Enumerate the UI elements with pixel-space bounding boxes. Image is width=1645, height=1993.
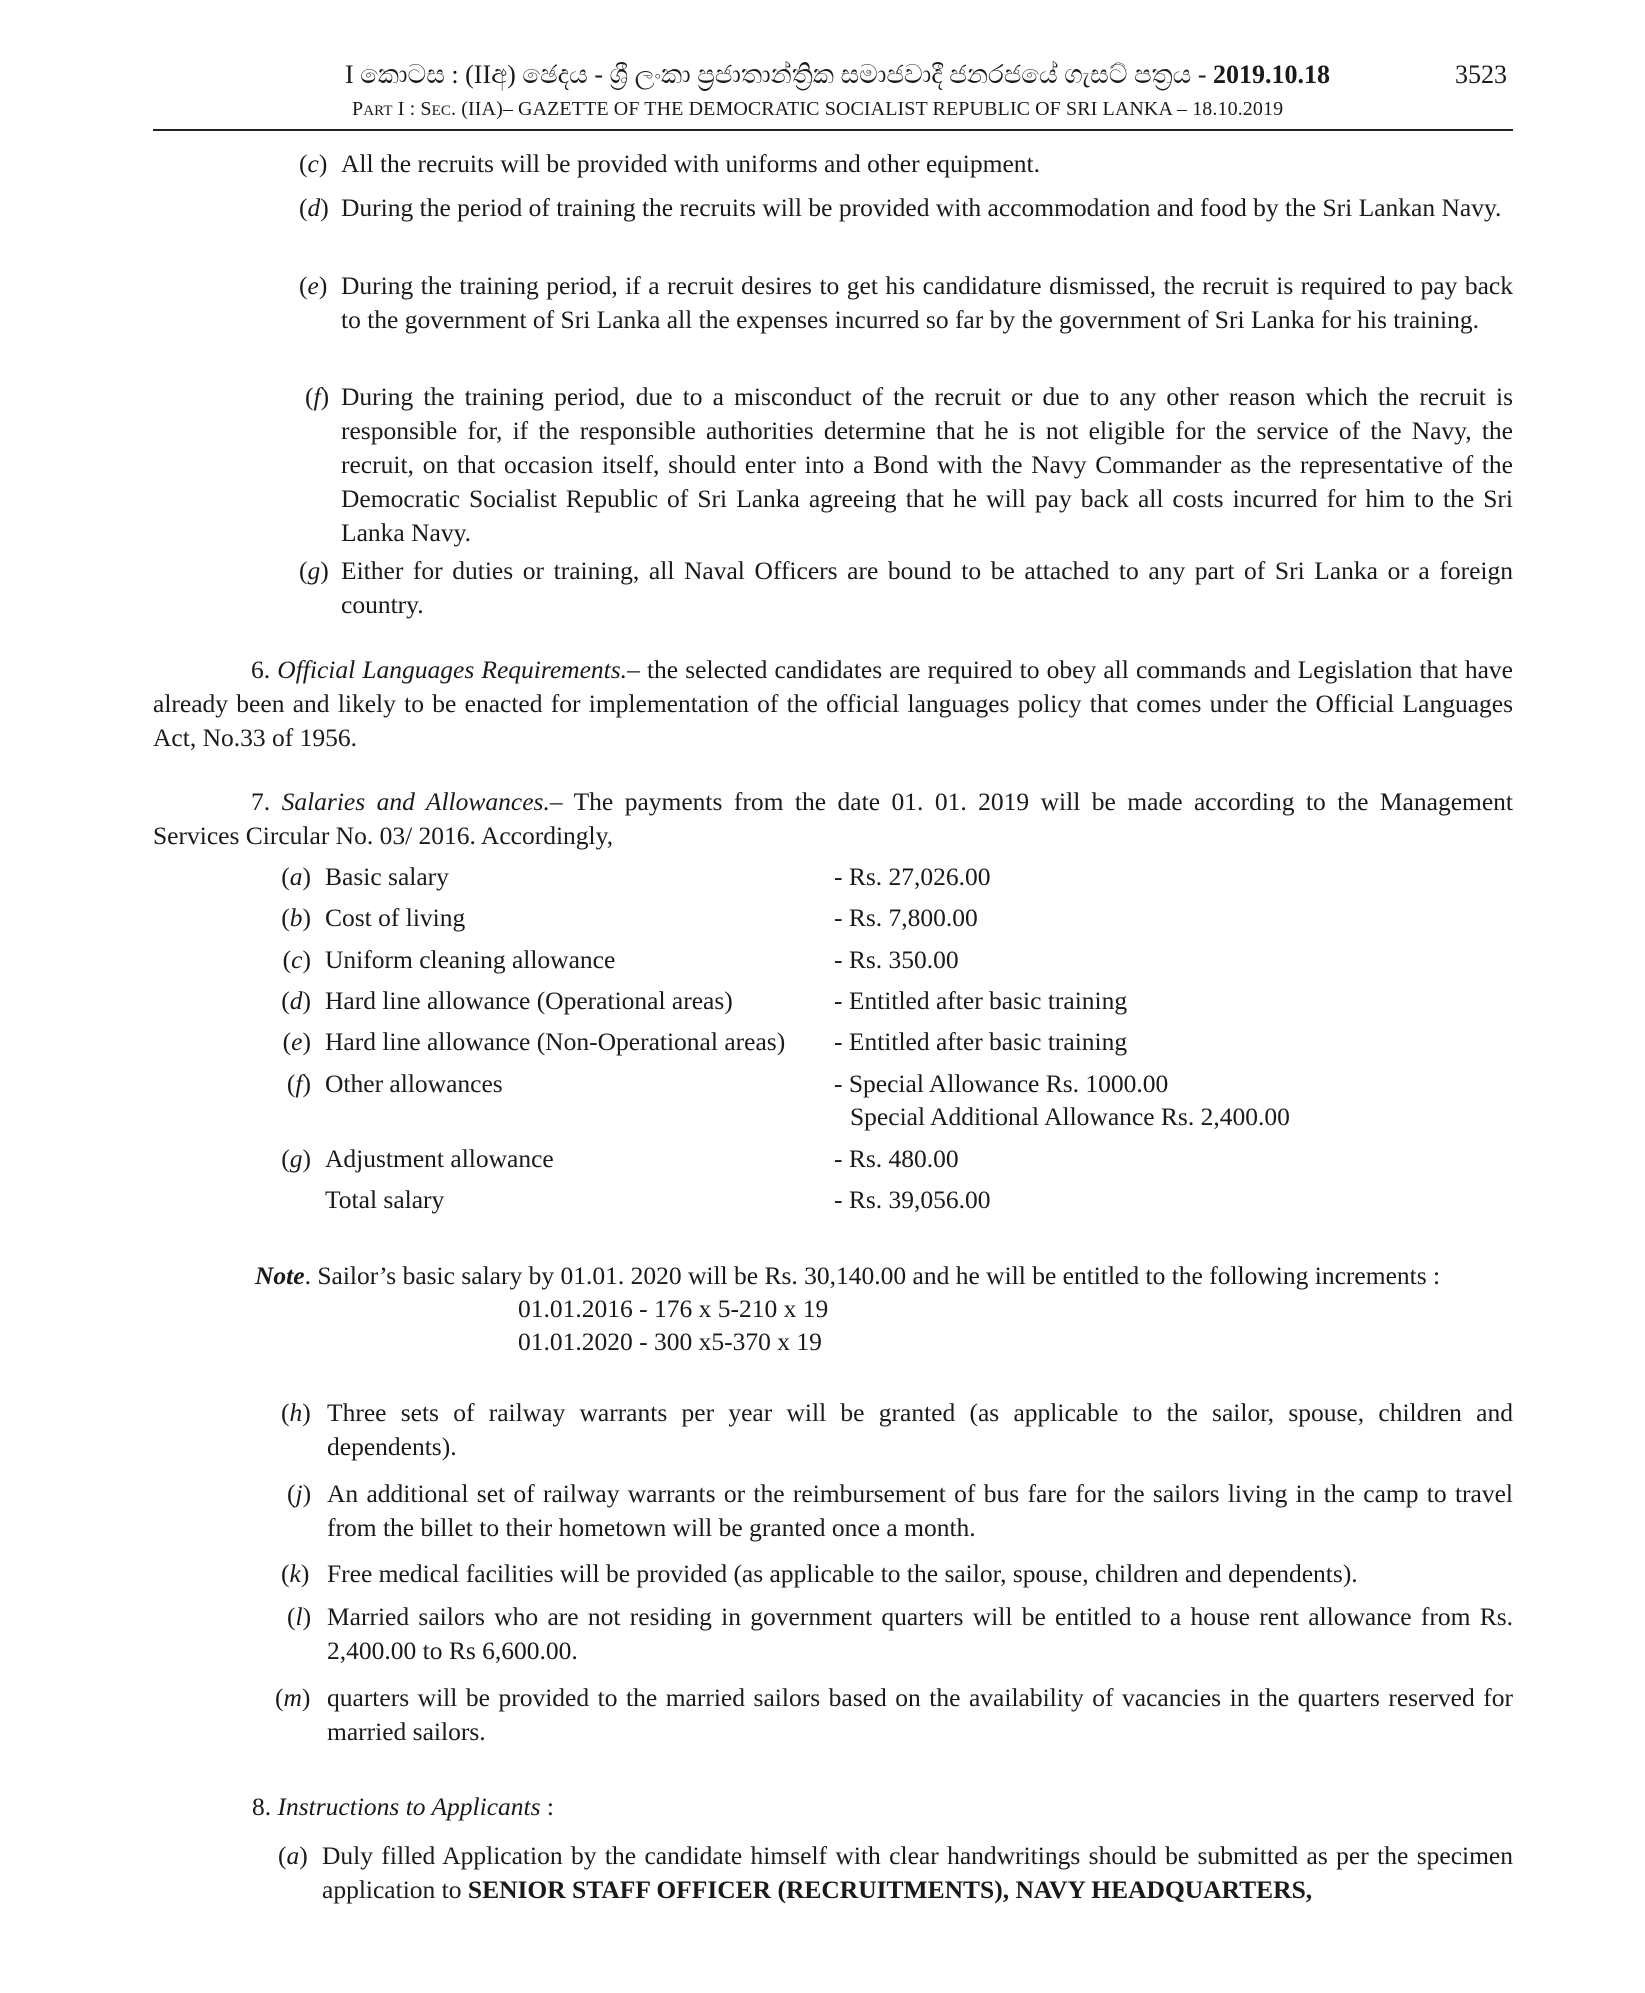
item-label: (f) <box>305 382 330 411</box>
salary-label: (b) <box>281 903 311 932</box>
header-sinhala-date: 2019.10.18 <box>1213 60 1331 89</box>
salary-value: - Rs. 350.00 <box>834 945 959 974</box>
item-text: During the training period, if a recruit desires to get his candidature dismissed, the recruit is required to pay back to the government of Sri Lanka all the expenses incurred so far by the government of Sri Lanka for his training. <box>341 271 1513 334</box>
salary-name: Hard line allowance (Operational areas) <box>325 986 733 1015</box>
item-text: quarters will be provided to the married sailors based on the availability of vacancies in the quarters reserved for married sailors. <box>327 1683 1513 1746</box>
header-english <box>352 95 1283 125</box>
item-text: Free medical facilities will be provided (as applicable to the sailor, spouse, children and dependents). <box>327 1559 1358 1588</box>
item-label: (d) <box>299 193 329 222</box>
section-official-languages <box>153 653 1513 755</box>
item-label: (j) <box>287 1479 312 1508</box>
item-text: During the period of training the recruits will be provided with accommodation and food by the Sri Lankan Navy. <box>341 193 1502 222</box>
header-sinhala <box>345 58 1330 92</box>
salary-name: Cost of living <box>325 903 466 932</box>
salary-note <box>255 1259 1513 1293</box>
item-label: (l) <box>287 1602 312 1631</box>
list-item <box>299 269 1513 337</box>
list-item <box>281 1557 1513 1591</box>
salary-value: - Rs. 7,800.00 <box>834 903 978 932</box>
item-text: Three sets of railway warrants per year will be granted (as applicable to the sailor, spouse, children and dependents). <box>327 1398 1513 1461</box>
salary-name: Total salary <box>325 1185 445 1214</box>
note-label: Note <box>255 1261 305 1290</box>
list-item <box>275 1681 1513 1749</box>
salary-name: Basic salary <box>325 862 449 891</box>
salary-value: - Entitled after basic training <box>834 1027 1128 1056</box>
salary-label: (f) <box>286 1069 311 1098</box>
section-title: Instructions to Applicants <box>277 1792 541 1821</box>
salary-label: (a) <box>281 862 311 891</box>
section-number: 7. <box>251 787 271 816</box>
list-item <box>299 554 1513 622</box>
header-english-prefix: PART I : SEC. (IIA) <box>352 98 503 120</box>
salary-label: (g) <box>281 1144 311 1173</box>
salary-value: - Rs. 480.00 <box>834 1144 959 1173</box>
section-salaries <box>153 785 1513 853</box>
item-label: (e) <box>299 271 328 300</box>
salary-value-secondary: Special Additional Allowance Rs. 2,400.00 <box>850 1102 1290 1131</box>
item-label: (g) <box>299 556 329 585</box>
item-text <box>322 1839 1513 1907</box>
increment-line: 01.01.2020 - 300 x5-370 x 19 <box>518 1327 822 1356</box>
item-label: (a) <box>278 1841 308 1870</box>
list-item <box>278 1839 1513 1907</box>
increment-line: 01.01.2016 - 176 x 5-210 x 19 <box>518 1294 829 1323</box>
section-instructions-heading <box>252 1790 554 1824</box>
item-text: During the training period, due to a misconduct of the recruit or due to any other reason which the recruit is responsible for, if the responsible authorities determine that he is not eligible for the service of the Navy, the recruit, on that occasion itself, should enter into a Bond with the Navy Commander as the representative of the Democratic Socialist Republic of Sri Lanka agreeing that he will pay back all costs incurred for him to the Sri Lanka Navy. <box>341 382 1513 547</box>
item-text: Married sailors who are not residing in government quarters will be entitled to a house rent allowance from Rs. 2,400.00 to Rs 6,600.00. <box>327 1602 1513 1665</box>
item-text: An additional set of railway warrants or the reimbursement of bus fare for the sailors living in the camp to travel from the billet to their hometown will be granted once a month. <box>327 1479 1513 1542</box>
item-text-bold: SENIOR STAFF OFFICER (RECRUITMENTS), NAVY HEADQUARTERS, <box>467 1875 1313 1904</box>
list-item <box>287 1600 1513 1668</box>
section-colon: : <box>540 1792 554 1821</box>
salary-name: Uniform cleaning allowance <box>325 945 616 974</box>
item-label: (c) <box>299 149 328 178</box>
list-item <box>299 147 1513 181</box>
item-label: (m) <box>275 1683 311 1712</box>
item-label: (k) <box>281 1559 310 1588</box>
note-text: . Sailor’s basic salary by 01.01. 2020 will be Rs. 30,140.00 and he will be entitled to the following increments : <box>304 1261 1441 1290</box>
header-sinhala-part: I කොටස : (IIඅ) ඡෙදය - ශ්‍රී ලංකා ප්‍රජාතාන්ත්‍රික සමාජවාදී ජනරජයේ ගැසට් පත්‍රය - <box>345 60 1207 89</box>
section-number: 8. <box>252 1792 272 1821</box>
salary-name: Other allowances <box>325 1069 503 1098</box>
section-title: Salaries and Allowances. <box>281 787 550 816</box>
header-rule <box>153 129 1513 131</box>
item-text-plain: Duly filled Application by the candidate himself with clear handwritings should be submitted as per the specimen application to <box>322 1841 1513 1904</box>
item-text: All the recruits will be provided with uniforms and other equipment. <box>341 149 1040 178</box>
salary-value: - Rs. 27,026.00 <box>834 862 991 891</box>
list-item <box>287 1477 1513 1545</box>
salary-label: (e) <box>282 1027 311 1056</box>
list-item <box>305 380 1513 550</box>
page-number: 3523 <box>1455 60 1507 89</box>
header-english-rest: – GAZETTE OF THE DEMOCRATIC SOCIALIST REPUBLIC OF SRI LANKA – 18.10.2019 <box>502 98 1284 120</box>
section-title: Official Languages Requirements. <box>277 655 628 684</box>
salary-label: (d) <box>281 986 311 1015</box>
section-text: – the selected candidates are required to obey all commands and Legislation that have already been and likely to be enacted for implementation of the official languages policy that comes under the Official Languages Act, No.33 of 1956. <box>153 655 1513 752</box>
salary-value: - Rs. 39,056.00 <box>834 1185 991 1214</box>
section-number: 6. <box>251 655 271 684</box>
salary-value: - Special Allowance Rs. 1000.00 <box>834 1069 1169 1098</box>
section-text: – The payments from the date 01. 01. 2019 will be made according to the Management Services Circular No. 03/ 2016. Accordingly, <box>153 787 1513 850</box>
salary-label: (c) <box>282 945 311 974</box>
item-label: (h) <box>281 1398 311 1427</box>
item-text: Either for duties or training, all Naval Officers are bound to be attached to any part of Sri Lanka or a foreign country. <box>341 556 1513 619</box>
list-item <box>299 191 1513 225</box>
salary-name: Hard line allowance (Non-Operational areas) <box>325 1027 786 1056</box>
list-item <box>281 1396 1513 1464</box>
salary-value: - Entitled after basic training <box>834 986 1128 1015</box>
salary-name: Adjustment allowance <box>325 1144 554 1173</box>
